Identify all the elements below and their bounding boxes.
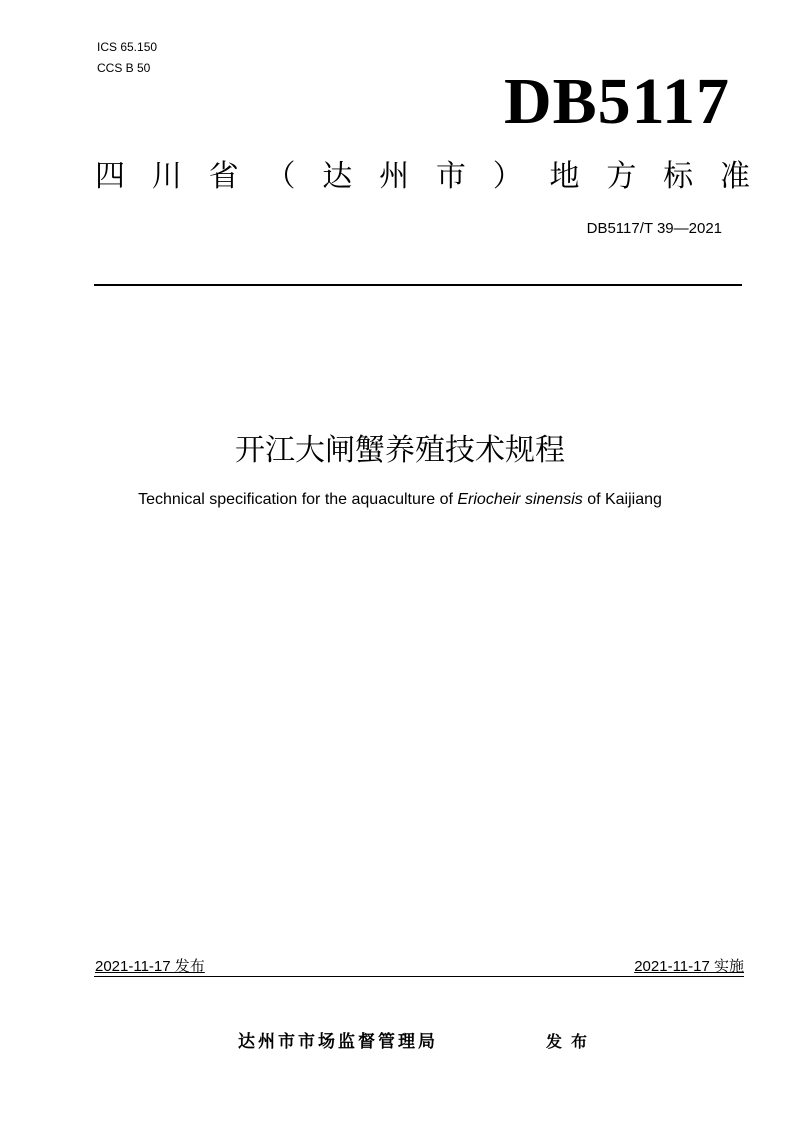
title-chinese: 开江大闸蟹养殖技术规程	[235, 433, 565, 468]
standard-type-char: 州	[379, 159, 410, 194]
standard-type-char: （	[265, 159, 296, 194]
standard-type-char: 市	[435, 159, 466, 194]
standard-type-char: 省	[208, 159, 239, 194]
standard-type-char: 准	[719, 159, 750, 194]
standard-type-char: 方	[606, 159, 637, 194]
bottom-divider	[94, 976, 744, 977]
standard-type-char: 标	[663, 159, 694, 194]
standard-type-char: 达	[322, 159, 353, 194]
ics-code: ICS 65.150	[97, 40, 158, 54]
issue-label: 发布	[546, 1032, 597, 1051]
implementation-date: 2021-11-17 实施	[634, 958, 744, 975]
standard-code: DB5117	[503, 65, 730, 138]
standard-number: DB5117/T 39—2021	[586, 220, 722, 237]
release-date: 2021-11-17 发布	[95, 958, 205, 975]
standard-type-char: ）	[492, 159, 523, 194]
standard-type	[95, 155, 750, 199]
standard-type-char: 川	[151, 159, 182, 194]
title-english-end: of Kaijiang	[582, 491, 662, 508]
ccs-code: CCS B 50	[97, 61, 151, 75]
top-divider	[94, 284, 742, 286]
standard-type-char: 地	[549, 159, 580, 194]
title-english	[0, 489, 800, 511]
standard-type-char: 四	[95, 159, 125, 194]
title-english-species: Eriocheir sinensis	[457, 491, 583, 508]
issuing-authority: 达州市市场监督管理局	[238, 1032, 438, 1052]
title-english-start: Technical specification for the aquaculture of	[138, 491, 458, 508]
